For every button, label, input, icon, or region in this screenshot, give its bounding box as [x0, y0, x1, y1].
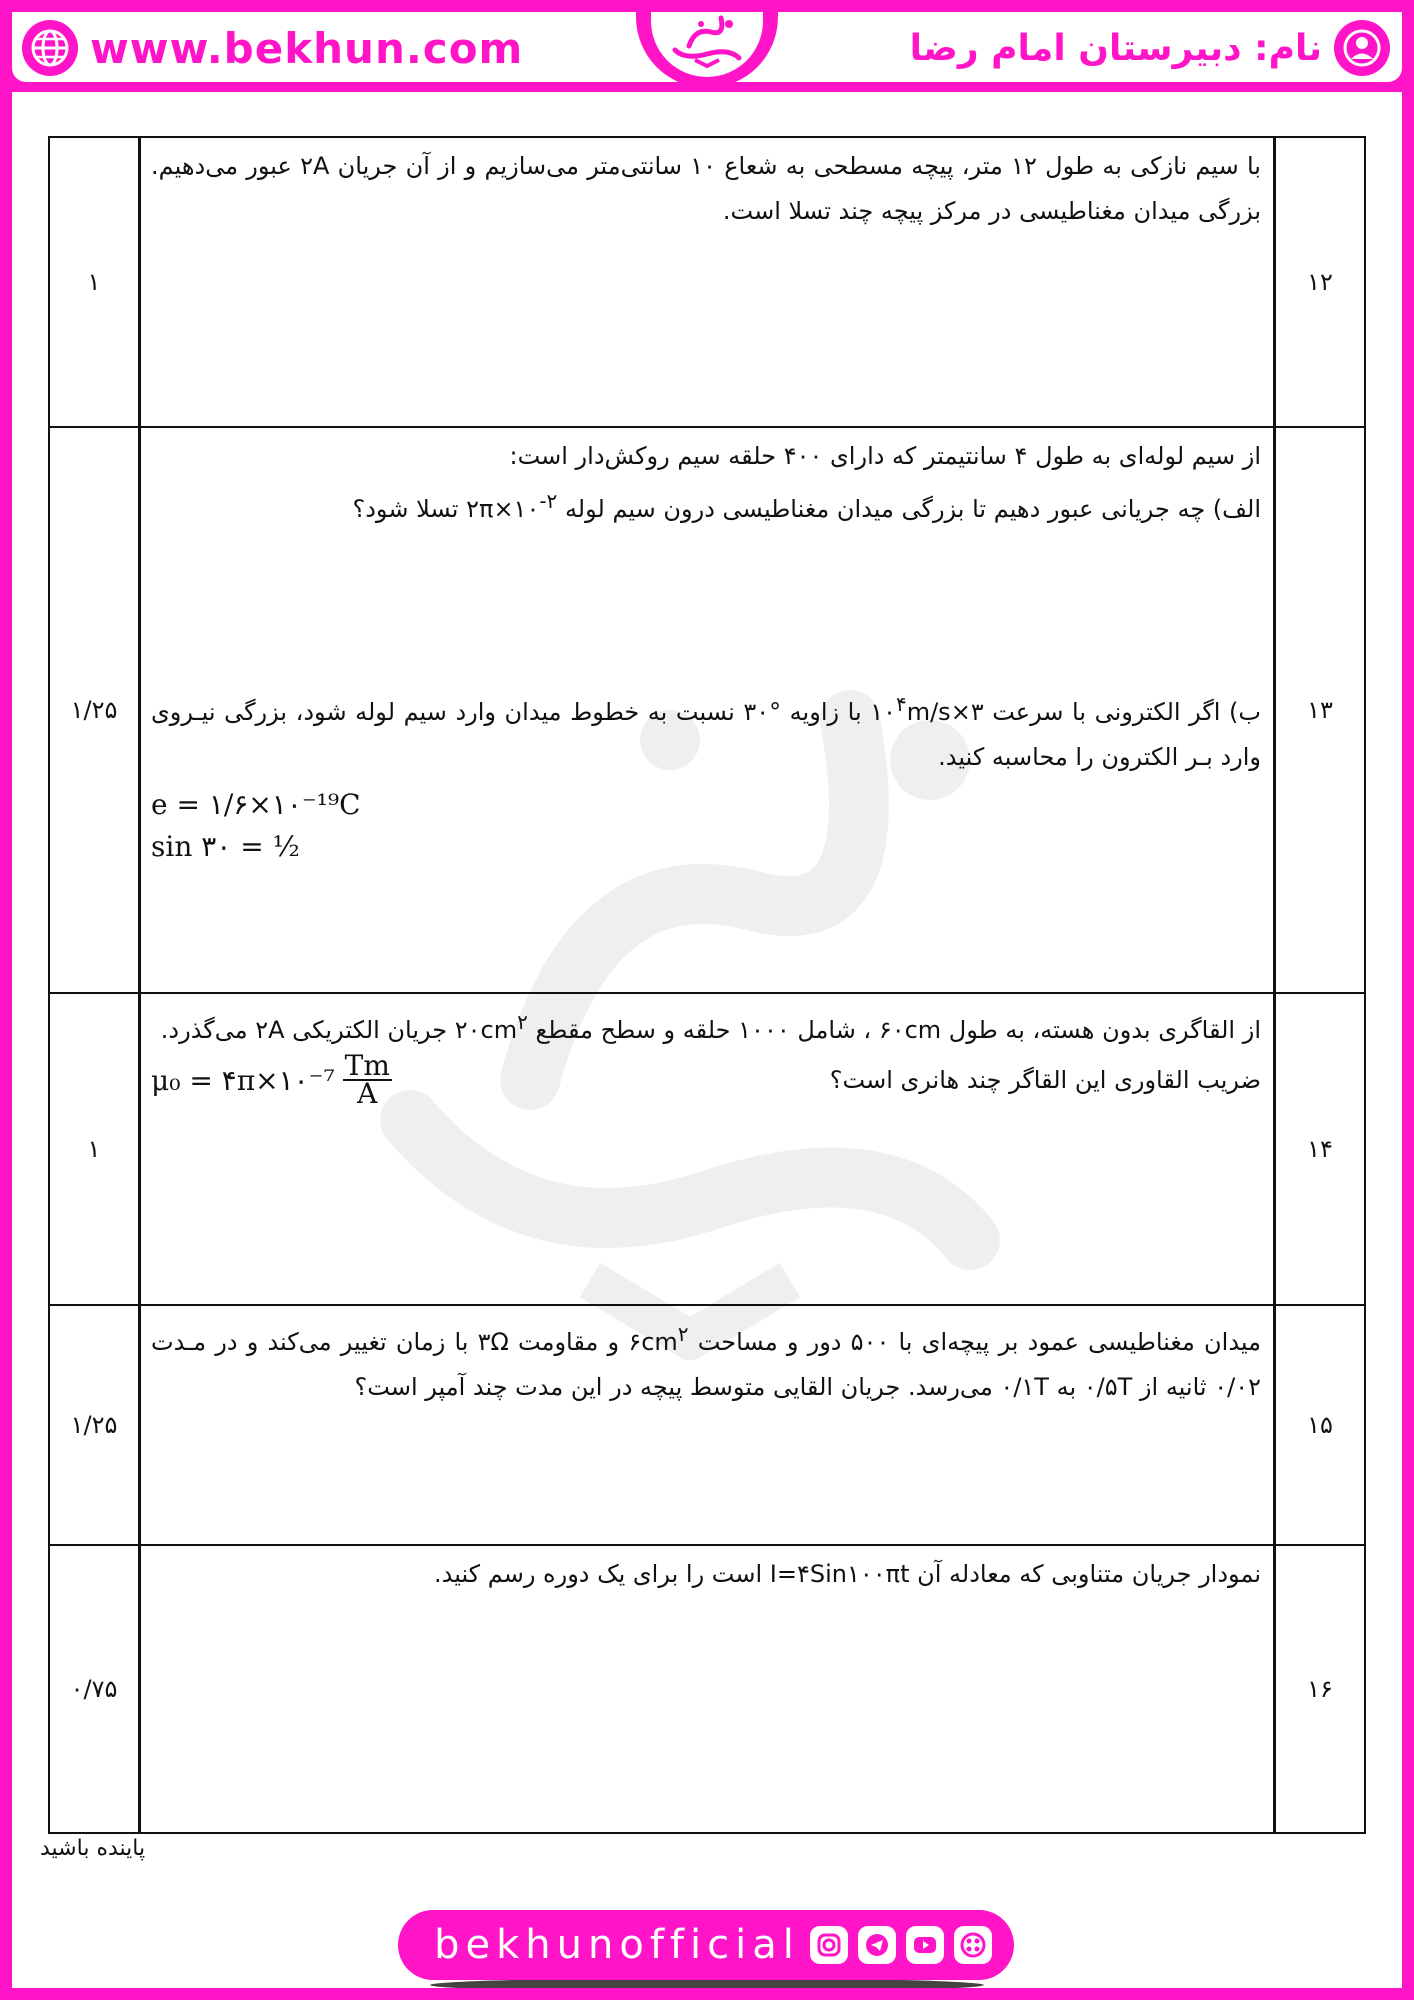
- question-number: ۱۳: [1275, 427, 1366, 993]
- social-shadow: [430, 1978, 984, 1992]
- question-number: ۱۴: [1275, 993, 1366, 1305]
- question-number: ۱۵: [1275, 1305, 1366, 1545]
- question-line-1: از القاگری بدون هسته، به طول ۶۰cm ، شامل ۱۰۰۰ حلقه و سطح مقطع $۲۰cm^۲$ جریان الکتریکی ۲A می‌گذرد.: [160, 1010, 1261, 1044]
- question-score: ۱: [49, 993, 140, 1305]
- logo: [651, 5, 763, 77]
- given-sin: sin ۳۰ = ½: [151, 830, 300, 863]
- social-bar: [398, 1910, 1014, 1980]
- question-row: [49, 427, 1365, 993]
- question-part-b: ب) اگر الکترونی با سرعت $۳\times ۱۰^۴m/s$ با زاویه °۳۰ نسبت به خطوط میدان وارد سیم لوله شود، بزرگی نیـروی وارد بـر الکترون را محاسبه کنید.: [151, 692, 1261, 771]
- question-intro: از سیم لوله‌ای به طول ۴ سانتیمتر که دارای ۴۰۰ حلقه سیم روکش‌دار است:: [509, 442, 1261, 470]
- question-part-a: الف) چه جریانی عبور دهیم تا بزرگی میدان مغناطیسی درون سیم لوله $۲\pi\times ۱۰^{-۲}$ تسلا شود؟: [352, 489, 1261, 523]
- user-icon: [1334, 20, 1390, 76]
- aparat-icon[interactable]: [954, 1926, 992, 1964]
- question-score: ۱/۲۵: [49, 1305, 140, 1545]
- question-line-2: ضریب القاوری این القاگر چند هانری است؟: [829, 1065, 1261, 1094]
- question-cell: [140, 427, 1275, 993]
- question-row: [49, 993, 1365, 1305]
- question-text: نمودار جریان متناوبی که معادله آن I=۴Sin۱۰۰πt است را برای یک دوره رسم کنید.: [140, 1545, 1275, 1833]
- site-url[interactable]: www.bekhun.com: [90, 23, 524, 73]
- question-score: ۰/۷۵: [49, 1545, 140, 1833]
- school-name-block: [910, 18, 1390, 78]
- mu-value: μ₀ = ۴π×۱۰⁻⁷: [151, 1063, 335, 1097]
- question-text: میدان مغناطیسی عمود بر پیچه‌ای با ۵۰۰ دور و مساحت $۶cm^۲$ و مقاومت ۳Ω با زمان تغییر می‌کند و در مـدت ۰/۰۲ ثانیه از ۰/۵T به ۰/۱T می‌رسد. جریان القایی متوسط پیچه در این مدت چند آمپر است؟: [140, 1305, 1275, 1545]
- footer-note: پاینده باشید: [40, 1836, 146, 1861]
- question-row: [49, 1305, 1365, 1545]
- question-number: ۱۲: [1275, 137, 1366, 427]
- exam-table: [48, 136, 1366, 1834]
- question-row: [49, 137, 1365, 427]
- mu-unit-den: A: [357, 1077, 378, 1110]
- school-name: نام: دبیرستان امام رضا: [909, 27, 1322, 69]
- mu-constant: [151, 1049, 392, 1110]
- question-line-2-row: [151, 1049, 1261, 1110]
- question-score: ۱: [49, 137, 140, 427]
- mu-unit-num: Tm: [344, 1049, 390, 1082]
- question-text: با سیم نازکی به طول ۱۲ متر، پیچه مسطحی به شعاع ۱۰ سانتی‌متر می‌سازیم و از آن جریان ۲A عبور می‌دهیم. بزرگی میدان مغناطیسی در مرکز پیچه چند تسلا است.: [140, 137, 1275, 427]
- mu-unit: [343, 1049, 392, 1110]
- youtube-icon[interactable]: [906, 1926, 944, 1964]
- site-link[interactable]: [22, 18, 523, 78]
- question-cell: [140, 993, 1275, 1305]
- telegram-icon[interactable]: [858, 1926, 896, 1964]
- question-row: [49, 1545, 1365, 1833]
- question-number: ۱۶: [1275, 1545, 1366, 1833]
- globe-icon: [22, 20, 78, 76]
- given-charge: e = ۱/۶×۱۰⁻¹⁹C: [151, 788, 361, 821]
- instagram-icon[interactable]: [810, 1926, 848, 1964]
- social-handle[interactable]: bekhunofficial: [434, 1922, 800, 1968]
- question-score: ۱/۲۵: [49, 427, 140, 993]
